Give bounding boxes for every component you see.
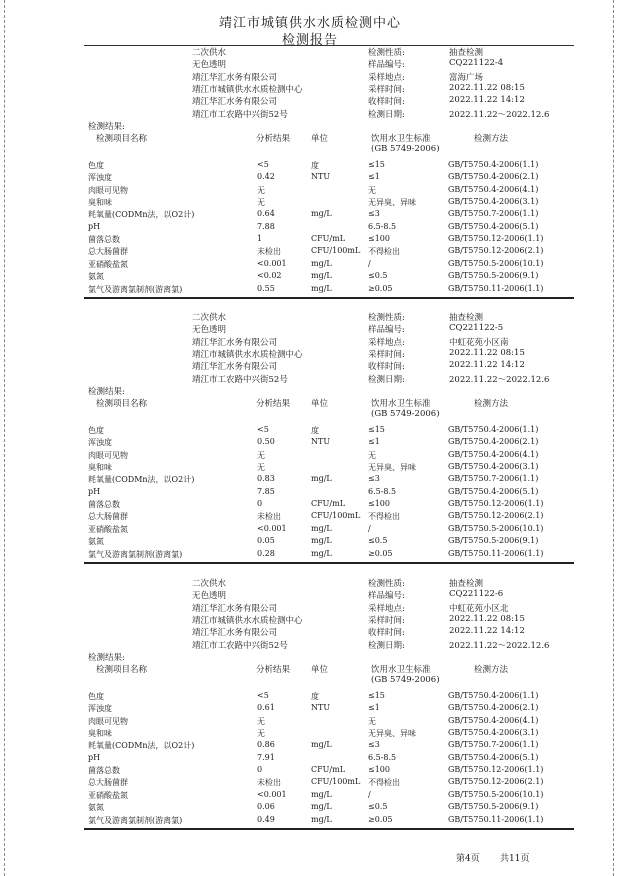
row-method: GB/T5750.12-2006(1.1) [448, 234, 544, 244]
row-unit: NTU [311, 437, 331, 447]
info-label-sampling_time: 采样时间: [368, 349, 405, 360]
info-label-receive_time: 收样时间: [368, 97, 405, 108]
row-result: 无 [257, 729, 265, 739]
row-unit: mg/L [311, 802, 332, 812]
row-item: 氯气及游离氯制剂(游离氯) [88, 549, 183, 559]
report-title: 靖江市城镇供水水质检测中心 [218, 16, 401, 31]
info-label-test_date: 检测日期: [368, 109, 405, 120]
row-method: GB/T5750.11-2006(1.1) [448, 283, 544, 293]
row-method: GB/T5750.4-2006(3.1) [448, 462, 539, 472]
row-unit: mg/L [311, 814, 332, 824]
info-label-sample_no: 样品编号: [368, 60, 405, 71]
row-standard: ≤15 [368, 160, 385, 169]
row-method: GB/T5750.5-2006(9.1) [448, 536, 539, 546]
row-result: 0.55 [257, 283, 275, 293]
row-standard: ≤100 [368, 765, 390, 775]
row-method: GB/T5750.4-2006(5.1) [448, 486, 539, 496]
col-header-method: 检测方法 [474, 134, 509, 144]
row-unit: mg/L [311, 283, 332, 293]
row-result: <0.001 [257, 789, 287, 799]
row-item: 氨氮 [88, 272, 104, 282]
row-unit: mg/L [311, 740, 332, 750]
row-result: 0.64 [257, 209, 275, 219]
info-value-commission_address: 靖江市工农路中兴街52号 [192, 374, 288, 385]
col-header-item: 检测项目名称 [96, 134, 148, 144]
row-method: GB/T5750.4-2006(5.1) [448, 221, 539, 231]
row-unit: NTU [311, 172, 331, 182]
row-result: 0.61 [257, 703, 275, 713]
row-method: GB/T5750.5-2006(10.1) [448, 258, 544, 268]
info-label-sampling_site: 采样地点: [368, 337, 405, 348]
row-item: 肉眼可见物 [88, 185, 128, 195]
info-value-sample_name: 二次供水 [192, 579, 227, 589]
row-result: 7.91 [257, 752, 275, 762]
col-header-unit: 单位 [311, 134, 329, 144]
row-standard: ≥0.05 [368, 548, 393, 558]
info-value-commission_address: 靖江市工农路中兴街52号 [192, 640, 288, 651]
row-result: 无 [257, 716, 265, 726]
row-unit: mg/L [311, 536, 332, 546]
row-unit: 度 [311, 692, 319, 701]
info-value-sampling_time: 2022.11.22 08:15 [449, 347, 525, 358]
section-separator [84, 562, 574, 564]
info-label-receive_time: 收样时间: [368, 362, 405, 373]
row-item: 肉眼可见物 [88, 716, 128, 726]
row-standard: ≤1 [368, 437, 380, 447]
row-item: 总大肠菌群 [88, 247, 128, 257]
row-item: 总大肠菌群 [88, 778, 128, 788]
row-method: GB/T5750.12-2006(2.1) [448, 777, 544, 787]
section-separator [84, 297, 574, 299]
row-item: 菌落总数 [88, 235, 120, 245]
info-value-sample_no: CQ221122-5 [449, 323, 504, 334]
col-header-method: 检测方法 [474, 399, 509, 409]
row-item: pH [88, 486, 101, 496]
row-standard: / [368, 789, 371, 799]
row-standard: ≥0.05 [368, 283, 393, 293]
info-value-receive_time: 2022.11.22 14:12 [449, 360, 525, 371]
row-unit: CFU/mL [311, 234, 346, 244]
row-method: GB/T5750.4-2006(1.1) [448, 425, 539, 434]
row-item: 耗氧量(CODMn法，以O2计) [88, 475, 195, 485]
col-header-method: 检测方法 [474, 665, 509, 675]
row-method: GB/T5750.4-2006(5.1) [448, 752, 539, 762]
row-item: 臭和味 [88, 729, 112, 739]
row-method: GB/T5750.7-2006(1.1) [448, 209, 539, 219]
row-item: 亚硝酸盐氮 [88, 524, 128, 534]
row-method: GB/T5750.4-2006(2.1) [448, 437, 539, 447]
info-value-sampling_site: 中虹花苑小区北 [449, 603, 509, 614]
row-result: 无 [257, 198, 265, 208]
report-subtitle: 检测报告 [281, 33, 338, 48]
col-header-standard-ref: (GB 5749-2006) [371, 675, 440, 685]
row-standard: ≤3 [368, 740, 380, 750]
row-item: 菌落总数 [88, 766, 120, 776]
row-standard: / [368, 258, 371, 268]
row-standard: 6.5-8.5 [368, 486, 397, 496]
row-item: 亚硝酸盐氮 [88, 790, 128, 800]
info-value-sample_property: 无色透明 [192, 60, 227, 71]
info-value-client_unit: 靖江华汇水务有限公司 [192, 337, 278, 348]
info-value-receive_time: 2022.11.22 14:12 [449, 95, 525, 106]
row-result: <0.02 [257, 271, 282, 281]
info-value-test_date: 2022.11.22～2022.12.6 [449, 109, 550, 120]
row-method: GB/T5750.4-2006(4.1) [448, 715, 539, 725]
page-total: 共11页 [500, 854, 530, 864]
row-unit: mg/L [311, 548, 332, 558]
col-header-result: 分析结果 [256, 134, 291, 144]
row-result: 0 [257, 765, 263, 775]
row-result: 0.42 [257, 172, 275, 182]
row-item: 浑浊度 [88, 173, 112, 183]
row-unit: CFU/100mL [311, 246, 361, 256]
row-item: 总大肠菌群 [88, 512, 128, 522]
col-header-item: 检测项目名称 [96, 665, 148, 675]
info-value-sampling_site: 富海广场 [449, 72, 484, 83]
col-header-standard: 饮用水卫生标准 [371, 399, 431, 409]
row-unit: CFU/mL [311, 499, 346, 509]
info-label-sample_no: 样品编号: [368, 591, 405, 602]
row-unit: CFU/mL [311, 765, 346, 775]
info-label-test_nature: 检测性质: [368, 48, 405, 58]
row-standard: ≤15 [368, 691, 385, 700]
row-result: 无 [257, 185, 265, 195]
row-item: 色度 [88, 426, 104, 435]
row-result: 无 [257, 463, 265, 473]
col-header-unit: 单位 [311, 399, 329, 409]
row-standard: ≤0.5 [368, 536, 388, 546]
row-result: 未检出 [257, 247, 281, 257]
row-result: 0.28 [257, 548, 275, 558]
row-result: 无 [257, 450, 265, 460]
row-standard: 无 [368, 185, 376, 195]
col-header-standard: 饮用水卫生标准 [371, 134, 431, 144]
row-standard: ≥0.05 [368, 814, 393, 824]
header-rule [84, 45, 574, 46]
row-standard: ≤3 [368, 209, 380, 219]
info-value-sampling_unit: 靖江市城镇供水水质检测中心 [192, 84, 303, 95]
info-label-sampling_time: 采样时间: [368, 615, 405, 626]
row-method: GB/T5750.4-2006(2.1) [448, 172, 539, 182]
info-value-sampling_time: 2022.11.22 08:15 [449, 82, 525, 93]
row-method: GB/T5750.12-2006(1.1) [448, 765, 544, 775]
row-unit: NTU [311, 703, 331, 713]
row-unit: mg/L [311, 258, 332, 268]
row-result: <0.001 [257, 258, 287, 268]
row-unit: mg/L [311, 789, 332, 799]
row-item: 氨氮 [88, 537, 104, 547]
row-method: GB/T5750.7-2006(1.1) [448, 474, 539, 484]
col-header-standard-ref: (GB 5749-2006) [371, 409, 440, 419]
info-value-sample_name: 二次供水 [192, 48, 227, 58]
info-label-sample_no: 样品编号: [368, 325, 405, 336]
info-value-sample_no: CQ221122-6 [449, 589, 504, 600]
binding-edge-right [613, 0, 617, 876]
row-method: GB/T5750.5-2006(9.1) [448, 802, 539, 812]
row-item: 氯气及游离氯制剂(游离氯) [88, 815, 183, 825]
row-item: 亚硝酸盐氮 [88, 259, 128, 269]
row-method: GB/T5750.5-2006(9.1) [448, 271, 539, 281]
info-value-sample_no: CQ221122-4 [449, 58, 504, 69]
row-standard: 无异臭、异味 [368, 198, 416, 208]
info-label-sampling_site: 采样地点: [368, 603, 405, 614]
row-item: 浑浊度 [88, 438, 112, 448]
row-standard: / [368, 523, 371, 533]
info-value-client_unit: 靖江华汇水务有限公司 [192, 603, 278, 614]
row-item: 臭和味 [88, 463, 112, 473]
row-item: 色度 [88, 161, 104, 170]
row-item: 臭和味 [88, 198, 112, 208]
row-standard: 无 [368, 450, 376, 460]
row-item: 氯气及游离氯制剂(游离氯) [88, 284, 183, 294]
row-result: 1 [257, 234, 263, 244]
info-value-commission_unit: 靖江华汇水务有限公司 [192, 97, 278, 108]
info-value-receive_time: 2022.11.22 14:12 [449, 626, 525, 637]
row-result: 0.06 [257, 802, 275, 812]
row-method: GB/T5750.12-2006(2.1) [448, 246, 544, 256]
row-item: 菌落总数 [88, 500, 120, 510]
info-value-sampling_site: 中虹花苑小区南 [449, 337, 509, 348]
row-result: <0.001 [257, 523, 287, 533]
row-item: 耗氧量(CODMn法，以O2计) [88, 210, 195, 220]
row-unit: mg/L [311, 209, 332, 219]
col-header-unit: 单位 [311, 665, 329, 675]
info-value-sampling_unit: 靖江市城镇供水水质检测中心 [192, 615, 303, 626]
row-unit: 度 [311, 426, 319, 435]
row-method: GB/T5750.5-2006(10.1) [448, 789, 544, 799]
row-item: 色度 [88, 692, 104, 701]
info-value-commission_address: 靖江市工农路中兴街52号 [192, 109, 288, 120]
row-standard: ≤0.5 [368, 271, 388, 281]
info-value-commission_unit: 靖江华汇水务有限公司 [192, 362, 278, 373]
col-header-item: 检测项目名称 [96, 399, 148, 409]
row-result: 未检出 [257, 512, 281, 522]
info-value-test_date: 2022.11.22～2022.12.6 [449, 640, 550, 651]
row-method: GB/T5750.5-2006(10.1) [448, 523, 544, 533]
row-result: <5 [257, 691, 269, 700]
info-label-receive_time: 收样时间: [368, 628, 405, 639]
info-value-sampling_unit: 靖江市城镇供水水质检测中心 [192, 349, 303, 360]
row-result: 0.49 [257, 814, 275, 824]
row-unit: mg/L [311, 523, 332, 533]
row-standard: 无异臭、异味 [368, 463, 416, 473]
row-method: GB/T5750.4-2006(4.1) [448, 184, 539, 194]
row-standard: ≤1 [368, 703, 380, 713]
row-unit: mg/L [311, 474, 332, 484]
row-result: 0.86 [257, 740, 275, 750]
row-standard: ≤100 [368, 234, 390, 244]
row-item: 肉眼可见物 [88, 450, 128, 460]
row-standard: 6.5-8.5 [368, 752, 397, 762]
row-item: 耗氧量(CODMn法，以O2计) [88, 741, 195, 751]
info-label-sampling_time: 采样时间: [368, 84, 405, 95]
col-header-standard: 饮用水卫生标准 [371, 665, 431, 675]
row-item: pH [88, 221, 101, 231]
info-label-test_date: 检测日期: [368, 640, 405, 651]
results-heading: 检测结果: [88, 387, 125, 397]
row-standard: 无 [368, 716, 376, 726]
row-method: GB/T5750.12-2006(2.1) [448, 511, 544, 521]
row-standard: ≤100 [368, 499, 390, 509]
col-header-result: 分析结果 [256, 399, 291, 409]
info-value-sample_property: 无色透明 [192, 591, 227, 602]
row-method: GB/T5750.11-2006(1.1) [448, 814, 544, 824]
row-unit: mg/L [311, 271, 332, 281]
row-result: 0.50 [257, 437, 275, 447]
row-method: GB/T5750.4-2006(2.1) [448, 703, 539, 713]
info-value-test_nature: 抽查检测 [449, 579, 484, 589]
row-item: pH [88, 752, 101, 762]
row-method: GB/T5750.4-2006(1.1) [448, 691, 539, 700]
page-number: 第4页 [456, 854, 480, 864]
info-value-sampling_time: 2022.11.22 08:15 [449, 613, 525, 624]
info-value-sample_name: 二次供水 [192, 313, 227, 323]
info-label-sampling_site: 采样地点: [368, 72, 405, 83]
info-value-test_nature: 抽查检测 [449, 48, 484, 58]
row-item: 浑浊度 [88, 704, 112, 714]
row-method: GB/T5750.4-2006(3.1) [448, 728, 539, 738]
col-header-result: 分析结果 [256, 665, 291, 675]
row-result: 0.83 [257, 474, 275, 484]
binding-edge-left [4, 0, 8, 876]
row-result: <5 [257, 160, 269, 169]
row-standard: 无异臭、异味 [368, 729, 416, 739]
section-separator [84, 828, 574, 830]
row-unit: CFU/100mL [311, 777, 361, 787]
row-method: GB/T5750.4-2006(3.1) [448, 197, 539, 207]
row-standard: 不得检出 [368, 778, 400, 788]
info-value-commission_unit: 靖江华汇水务有限公司 [192, 628, 278, 639]
row-item: 氨氮 [88, 803, 104, 813]
row-result: 0 [257, 499, 263, 509]
row-standard: ≤3 [368, 474, 380, 484]
info-value-sample_property: 无色透明 [192, 325, 227, 336]
row-standard: ≤15 [368, 425, 385, 434]
info-label-test_nature: 检测性质: [368, 313, 405, 323]
row-method: GB/T5750.4-2006(4.1) [448, 449, 539, 459]
row-standard: ≤0.5 [368, 802, 388, 812]
results-heading: 检测结果: [88, 122, 125, 132]
info-value-test_nature: 抽查检测 [449, 313, 484, 323]
row-method: GB/T5750.12-2006(1.1) [448, 499, 544, 509]
row-result: 7.88 [257, 221, 275, 231]
row-result: 未检出 [257, 778, 281, 788]
results-heading: 检测结果: [88, 653, 125, 663]
info-value-client_unit: 靖江华汇水务有限公司 [192, 72, 278, 83]
row-method: GB/T5750.7-2006(1.1) [448, 740, 539, 750]
info-value-test_date: 2022.11.22～2022.12.6 [449, 374, 550, 385]
info-label-test_date: 检测日期: [368, 374, 405, 385]
col-header-standard-ref: (GB 5749-2006) [371, 144, 440, 154]
info-label-test_nature: 检测性质: [368, 579, 405, 589]
row-method: GB/T5750.11-2006(1.1) [448, 548, 544, 558]
row-standard: 不得检出 [368, 512, 400, 522]
row-method: GB/T5750.4-2006(1.1) [448, 160, 539, 169]
row-result: <5 [257, 425, 269, 434]
row-standard: ≤1 [368, 172, 380, 182]
row-result: 0.05 [257, 536, 275, 546]
row-unit: CFU/100mL [311, 511, 361, 521]
row-unit: 度 [311, 161, 319, 170]
row-standard: 6.5-8.5 [368, 221, 397, 231]
row-standard: 不得检出 [368, 247, 400, 257]
row-result: 7.85 [257, 486, 275, 496]
